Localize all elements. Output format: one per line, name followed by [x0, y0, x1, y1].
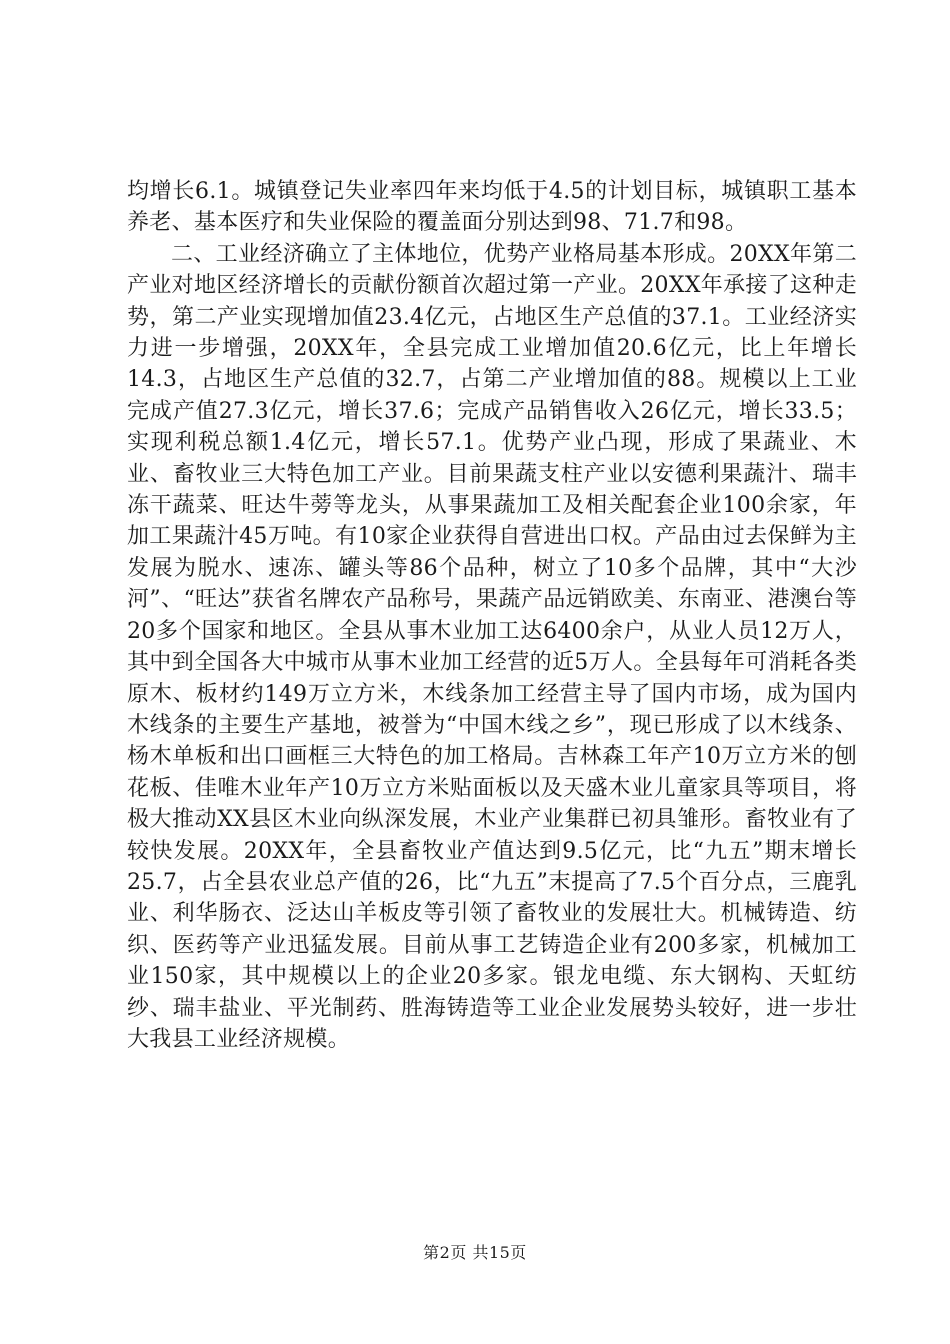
document-body [127, 176, 857, 1055]
paragraph-1: 均增长6.1。城镇登记失业率四年来均低于4.5的计划目标，城镇职工基本养老、基本医疗和失业保险的覆盖面分别达到98、71.7和98。 [127, 179, 857, 236]
paragraph-2: 二、工业经济确立了主体地位，优势产业格局基本形成。20XX年第二产业对地区经济增长的贡献份额首次超过第一产业。20XX年承接了这种走势，第二产业实现增加值23.4亿元，占地区生产总值的37.1。工业经济实力进一步增强，20XX年，全县完成工业增加值20.6亿元，比上年增长14.3，占地区生产总值的32.7，占第二产业增加值的88。规模以上工业完成产值27.3亿元，增长37.6；完成产品销售收入26亿元，增长33.5；实现利税总额1.4亿元，增长57.1。优势产业凸现，形成了果蔬业、木业、畜牧业三大特色加工产业。目前果蔬支柱产业以安德利果蔬汁、瑞丰冻干蔬菜、旺达牛蒡等龙头，从事果蔬加工及相关配套企业100余家，年加工果蔬汁45万吨。有10家企业获得自营进出口权。产品由过去保鲜为主发展为脱水、速冻、罐头等86个品种，树立了10多个品牌，其中“大沙河”、“旺达”获省名牌农产品称号，果蔬产品远销欧美、东南亚、港澳台等20多个国家和地区。全县从事木业加工达6400余户，从业人员12万人，其中到全国各大中城市从事木业加工经营的近5万人。全县每年可消耗各类原木、板材约149万立方米，木线条加工经营主导了国内市场，成为国内木线条的主要生产基地，被誉为“中国木线之乡”，现已形成了以木线条、杨木单板和出口画框三大特色的加工格局。吉林森工年产10万立方米的刨花板、佳唯木业年产10万立方米贴面板以及天盛木业儿童家具等项目，将极大推动XX县区木业向纵深发展，木业产业集群已初具雏形。畜牧业有了较快发展。20XX年，全县畜牧业产值达到9.5亿元，比“九五”期末增长25.7，占全县农业总产值的26，比“九五”末提高了7.5个百分点，三鹿乳业、利华肠衣、泛达山羊板皮等引领了畜牧业的发展壮大。机械铸造、纺织、医药等产业迅猛发展。目前从事工艺铸造企业有200多家，机械加工业150家，其中规模以上的企业20多家。银龙电缆、东大钢构、天虹纺纱、瑞丰盐业、平光制药、胜海铸造等工业企业发展势头较好，进一步壮大我县工业经济规模。 [127, 241, 857, 1052]
page-footer: 第2页 共15页 [423, 1243, 527, 1262]
